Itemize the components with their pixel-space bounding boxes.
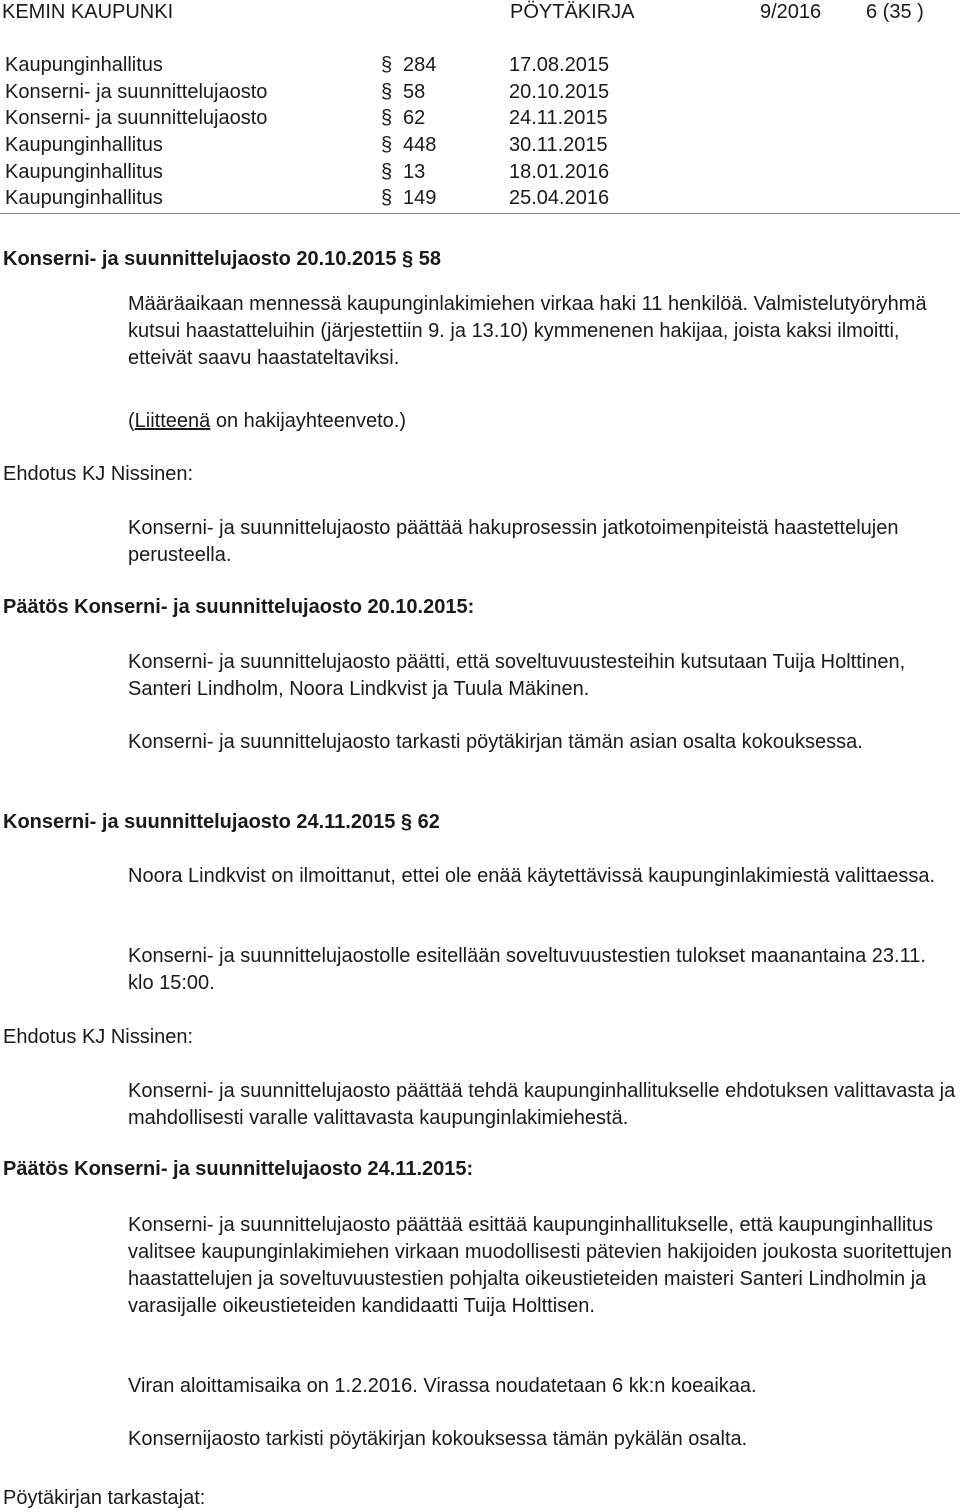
reference-row [0, 81, 960, 108]
reference-date: 20.10.2015 [509, 81, 610, 103]
decision-paragraph [128, 729, 956, 756]
reference-divider [0, 213, 960, 214]
section-heading-text: Konserni- ja suunnittelujaosto 20.10.2015 [3, 248, 397, 270]
reference-body: Kaupunginhallitus [5, 187, 163, 209]
decision-paragraph [128, 649, 956, 703]
reference-date: 18.01.2016 [509, 161, 610, 183]
section-symbol: § [381, 81, 393, 103]
decision-heading: Päätös Konserni- ja suunnittelujaosto 20.10.2015: [3, 596, 475, 618]
section-symbol: § [381, 54, 393, 76]
section-heading [3, 811, 440, 834]
proposal-paragraph [128, 1078, 956, 1132]
section-symbol: § [400, 811, 413, 833]
footer-label: Pöytäkirjan tarkastajat: [3, 1487, 206, 1509]
proposal-label: Ehdotus KJ Nissinen: [3, 1026, 194, 1048]
section-symbol: § [381, 161, 393, 183]
reference-body: Kaupunginhallitus [5, 134, 163, 156]
reference-date: 24.11.2015 [509, 107, 608, 129]
reference-para: 149 [403, 187, 437, 209]
reference-para: 448 [403, 134, 437, 156]
paragraph-text: Konserni- ja suunnittelujaosto päättää hakuprosessin jatkotoimenpiteistä haastettelujen perusteella. [128, 517, 899, 566]
decision-paragraph [128, 1212, 956, 1320]
proposal-paragraph [128, 515, 956, 569]
reference-row [0, 134, 960, 161]
reference-para: 58 [403, 81, 426, 103]
reference-row [0, 161, 960, 188]
section-heading-text: Konserni- ja suunnittelujaosto 24.11.2015 [3, 811, 396, 833]
reference-body: Konserni- ja suunnittelujaosto [5, 107, 268, 129]
section-number: 58 [418, 248, 441, 270]
attachment-note [128, 408, 406, 435]
reference-date: 17.08.2015 [509, 54, 610, 76]
reference-para: 62 [403, 107, 426, 129]
decision-paragraph: Konsernijaosto tarkisti pöytäkirjan kokouksessa tämän pykälän osalta. [128, 1428, 748, 1450]
background-paragraph [128, 291, 956, 372]
paragraph-text: Konserni- ja suunnittelujaostolle esitellään soveltuvuustestien tulokset maanantaina 23.11. klo 15:00. [128, 945, 926, 994]
proposal-label: Ehdotus KJ Nissinen: [3, 463, 194, 485]
attachment-open-paren: ( [128, 410, 135, 432]
paragraph-text: Konserni- ja suunnittelujaosto päättää esittää kaupunginhallitukselle, että kaupunginhallitus valitsee kaupunginlakimiehen virkaan muodollisesti pätevien hakijoiden joukosta suoritettujen haastattelujen ja soveltuvuustestien pohjalta oikeustieteiden maisteri Santeri Lindholmin ja varasijalle oikeustieteiden kandidaatti Tuija Holttisen. [128, 1214, 952, 1317]
paragraph-text: Noora Lindkvist on ilmoittanut, ettei ole enää käytettävissä kaupunginlakimiestä valittaessa. [128, 865, 936, 887]
decision-heading: Päätös Konserni- ja suunnittelujaosto 24.11.2015: [3, 1158, 474, 1180]
section-symbol: § [402, 248, 414, 270]
decision-paragraph: Viran aloittamisaika on 1.2.2016. Virassa noudatetaan 6 kk:n koeaikaa. [128, 1375, 757, 1397]
section-number: 62 [417, 811, 440, 833]
doc-number: 9/2016 [760, 1, 822, 23]
section-symbol: § [381, 107, 393, 129]
reference-body: Kaupunginhallitus [5, 54, 163, 76]
paragraph-text: Konserni- ja suunnittelujaosto päätti, että soveltuvuustesteihin kutsutaan Tuija Holttinen, Santeri Lindholm, Noora Lindkvist ja Tuula Mäkinen. [128, 651, 906, 700]
reference-row [0, 54, 960, 81]
background-paragraph [128, 863, 956, 890]
reference-para: 13 [403, 161, 426, 183]
page-number: 6 (35 ) [866, 1, 924, 23]
doc-type: PÖYTÄKIRJA [510, 1, 635, 23]
reference-row [0, 187, 960, 214]
reference-para: 284 [403, 54, 437, 76]
background-paragraph [128, 943, 956, 997]
section-symbol: § [381, 134, 393, 156]
org-name: KEMIN KAUPUNKI [2, 1, 174, 23]
attachment-text: on hakijayhteenveto.) [210, 410, 406, 432]
section-heading [3, 248, 441, 271]
reference-body: Kaupunginhallitus [5, 161, 163, 183]
paragraph-text: Konserni- ja suunnittelujaosto päättää tehdä kaupunginhallitukselle ehdotuksen valittavasta ja mahdollisesti varalle valittavasta kaupunginlakimiehestä. [128, 1080, 956, 1129]
reference-date: 30.11.2015 [509, 134, 608, 156]
paragraph-text: Määräaikaan mennessä kaupunginlakimiehen virkaa haki 11 henkilöä. Valmistelutyöryhmä kutsui haastatteluihin (järjestettiin 9. ja 13.10) kymmenenen hakijaa, joista kaksi ilmoitti, etteivät saavu haastateltaviksi. [128, 293, 927, 369]
attachment-link[interactable]: Liitteenä [134, 410, 211, 432]
paragraph-text: Konserni- ja suunnittelujaosto tarkasti pöytäkirjan tämän asian osalta kokouksessa. [128, 731, 863, 753]
reference-body: Konserni- ja suunnittelujaosto [5, 81, 268, 103]
reference-row [0, 107, 960, 134]
reference-date: 25.04.2016 [509, 187, 610, 209]
section-symbol: § [381, 187, 393, 209]
